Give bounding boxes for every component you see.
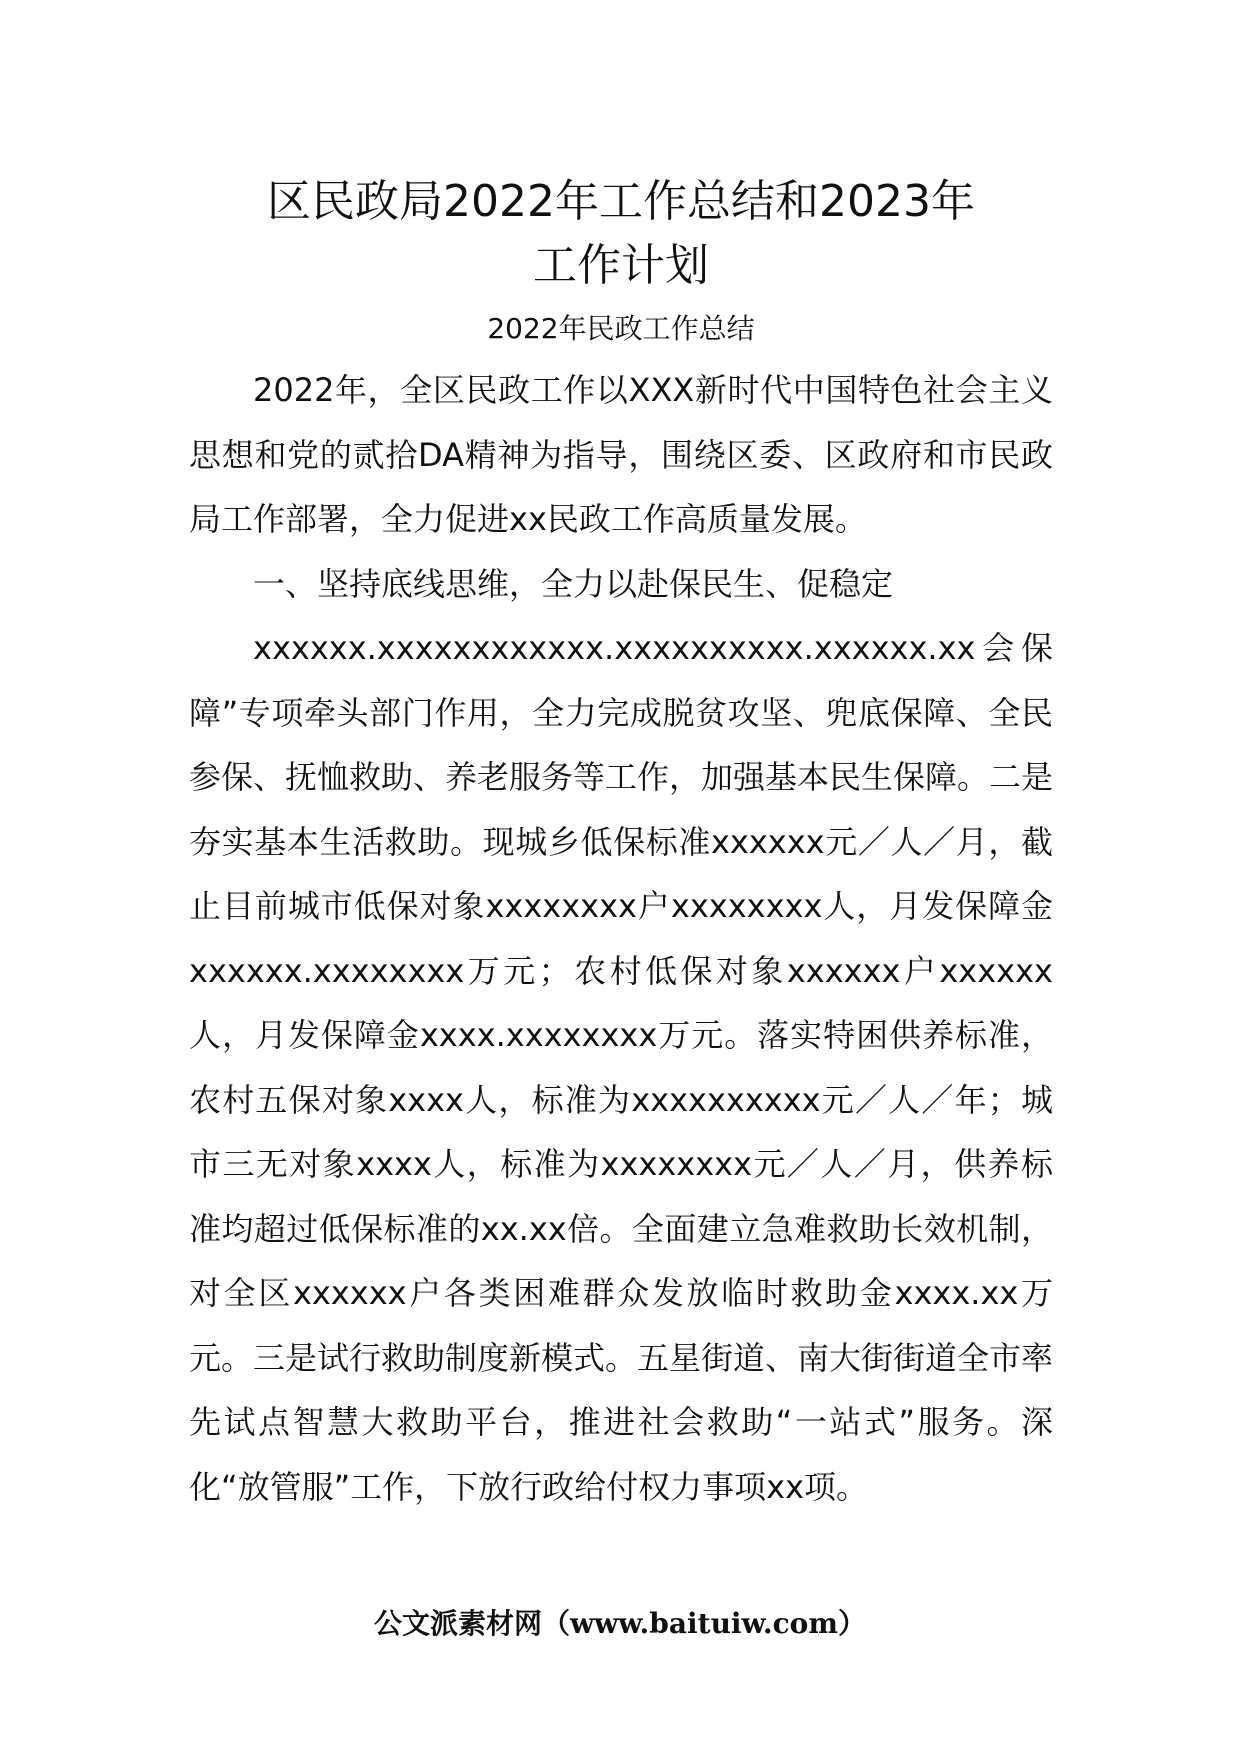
document-title bbox=[189, 170, 1053, 298]
intro-paragraph: 2022年，全区民政工作以XXX新时代中国特色社会主义思想和党的贰拾DA精神为指导，围绕区委、区政府和市民政局工作部署，全力促进xx民政工作高质量发展。 bbox=[189, 371, 1053, 538]
section-1-heading: 一、坚持底线思维，全力以赴保民生、促稳定 bbox=[253, 564, 894, 603]
document-subtitle: 2022年民政工作总结 bbox=[487, 312, 755, 345]
watermark-footer: 公文派素材网（www.baituiw.com） bbox=[374, 1607, 866, 1640]
section-1-body: xxxxxx.xxxxxxxxxxxx.xxxxxxxxxx.xxxxxx.xx会保障”专项牵头部门作用，全力完成脱贫攻坚、兜底保障、全民参保、抚恤救助、养老服务等工作，加强基本民生保障。二是夯实基本生活救助。现城乡低保标准xxxxxx元／人／月，截止目前城市低保对象xxxxxxxx户xxxxxxxx人，月发保障金xxxxxx.xxxxxxxx万元；农村低保对象xxxxxx户xxxxxx人，月发保障金xxxx.xxxxxxxx万元。落实特困供养标准，农村五保对象xxxx人，标准为xxxxxxxxxx元／人／年；城市三无对象xxxx人，标准为xxxxxxxx元／人／月，供养标准均超过低保标准的xx.xx倍。全面建立急难救助长效机制，对全区xxxxxx户各类困难群众发放临时救助金xxxx.xx万元。三是试行救助制度新模式。五星街道、南大街街道全市率先试点智慧大救助平台，推进社会救助“一站式”服务。深化“放管服”工作，下放行政给付权力事项xx项。 bbox=[189, 629, 1054, 1506]
title-line-2: 工作计划 bbox=[533, 240, 709, 291]
document-page bbox=[189, 170, 1053, 1519]
title-line-1: 区民政局2022年工作总结和2023年 bbox=[267, 176, 975, 227]
